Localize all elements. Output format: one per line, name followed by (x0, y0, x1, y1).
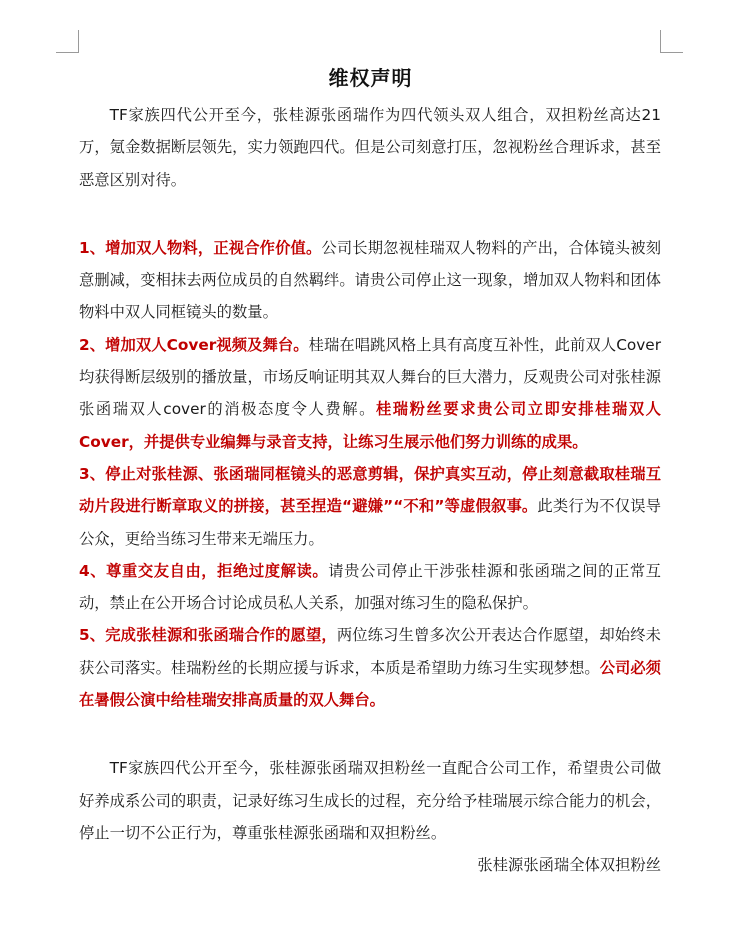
demand-heading: 5、完成张桂源和张函瑞合作的愿望， (79, 626, 337, 645)
closing-paragraph: TF家族四代公开至今，张桂源张函瑞双担粉丝一直配合公司工作，希望贵公司做好养成系公司的职责，记录好练习生成长的过程，充分给予桂瑞展示综合能力的机会，停止一切不公正行为，尊重张桂源张函瑞和双担粉丝。 (79, 759, 661, 842)
demand-emphasis: 公司必须在暑假公演中给桂瑞安排高质量的双人舞台。 (79, 658, 661, 710)
demand-body: 请贵公司停止干涉张桂源和张函瑞之间的正常互动，禁止在公开场合讨论成员私人关系，加强对练习生的隐私保护。 (79, 561, 661, 613)
demand-body: 桂瑞在唱跳风格上具有高度互补性，此前双人Cover均获得断层级别的播放量，市场反响证明其双人舞台的巨大潜力，反观贵公司对张桂源张函瑞双人cover的消极态度令人费解。 (79, 335, 661, 419)
document-title: 维权声明 (328, 66, 413, 90)
demand-heading: 1、增加双人物料，正视合作价值。 (79, 238, 322, 257)
demand-item-3 (79, 458, 661, 555)
demand-item-4 (79, 555, 661, 620)
demand-body: 此类行为不仅误导公众，更给当练习生带来无端压力。 (79, 497, 661, 548)
demand-heading: 3、停止对张桂源、张函瑞同框镜头的恶意剪辑，保护真实互动，停止刻意截取桂瑞互动片段进行断章取义的拼接，甚至捏造“避嫌”“不和”等虚假叙事。 (79, 464, 661, 516)
document-body (79, 99, 661, 882)
demand-item-5 (79, 619, 661, 716)
demand-body: 公司长期忽视桂瑞双人物料的产出，合体镜头被刻意删减，变相抹去两位成员的自然羁绊。请贵公司停止这一现象，增加双人物料和团体物料中双人同框镜头的数量。 (79, 238, 661, 322)
demand-item-2 (79, 329, 661, 458)
demand-body: 两位练习生曾多次公开表达合作愿望，却始终未获公司落实。桂瑞粉丝的长期应援与诉求，本质是希望助力练习生实现梦想。 (79, 626, 661, 677)
intro-paragraph: TF家族四代公开至今，张桂源张函瑞作为四代领头双人组合，双担粉丝高达21万，氪金数据断层领先，实力领跑四代。但是公司刻意打压，忽视粉丝合理诉求，甚至恶意区别对待。 (79, 106, 661, 189)
demand-emphasis: 桂瑞粉丝要求贵公司立即安排桂瑞双人Cover，并提供专业编舞与录音支持，让练习生展示他们努力训练的成果。 (79, 400, 661, 451)
demand-heading: 4、尊重交友自由，拒绝过度解读。 (79, 561, 329, 580)
page-corner-mark-right (660, 30, 683, 53)
demand-heading: 2、增加双人Cover视频及舞台。 (79, 335, 309, 354)
page-corner-mark-left (56, 30, 79, 53)
signature: 张桂源张函瑞全体双担粉丝 (477, 856, 661, 875)
demand-item-1 (79, 232, 661, 329)
